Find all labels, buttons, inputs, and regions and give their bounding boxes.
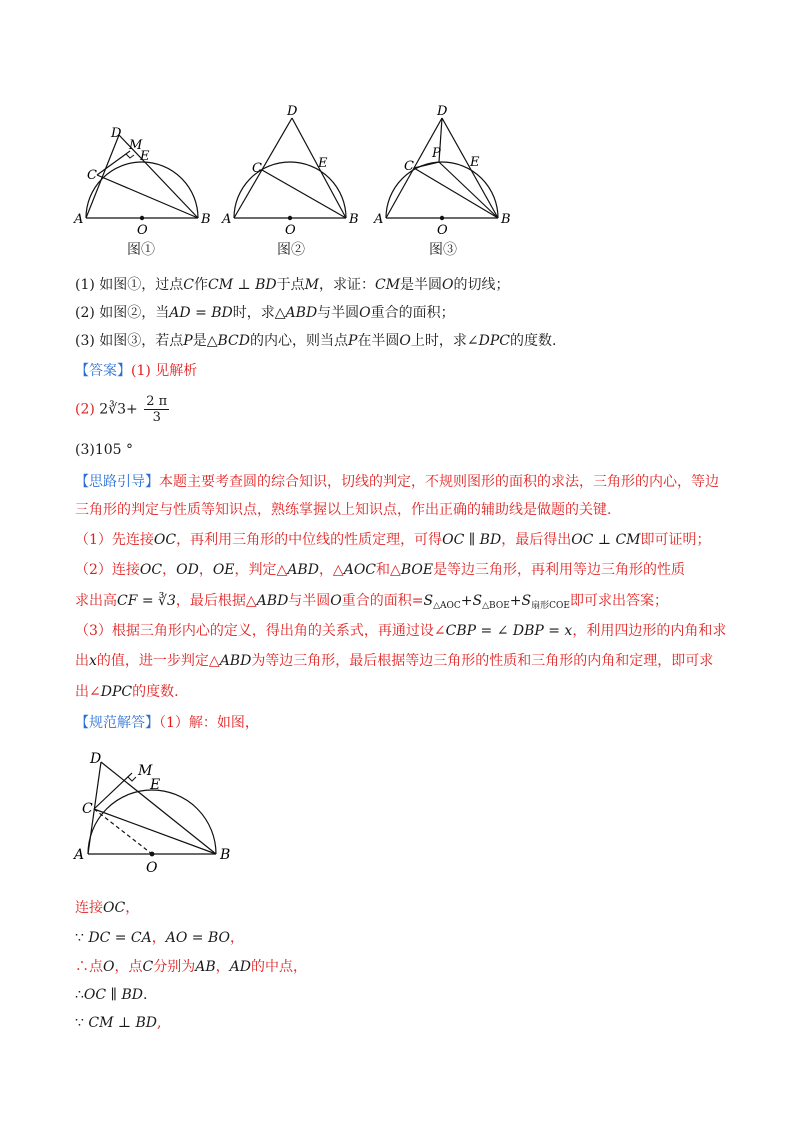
label-M: M <box>129 138 143 153</box>
analysis-step-1: （1）先连接OC，再利用三角形的中位线的性质定理，可得OC ∥ BD，最后得出OC ⊥ CM即可证明； <box>75 532 711 548</box>
label-E: E <box>470 155 480 170</box>
label-P: P <box>432 146 441 161</box>
label-A: A <box>374 212 384 227</box>
label-B: B <box>501 212 511 227</box>
solution-line-4: ∴OC ∥ BD. <box>75 987 148 1003</box>
label-C: C <box>82 801 93 817</box>
label-O: O <box>437 223 448 238</box>
label-M: M <box>138 763 153 779</box>
solution-line-2: ∵ DC = CA，AO = BO， <box>75 930 244 946</box>
label-O: O <box>146 860 158 876</box>
label-D: D <box>437 104 448 119</box>
label-A: A <box>222 212 232 227</box>
question-1: (1) 如图①，过点C作CM ⊥ BD于点M，求证：CM是半圆O的切线； <box>75 277 510 293</box>
analysis-step-3c: 出∠DPC的度数. <box>75 684 179 700</box>
answer-line-2: (2) 2∛3+ $\frac{2 \pi}{3}$ <box>75 394 168 425</box>
label-A: A <box>74 212 84 227</box>
solution-line-1: 连接OC， <box>75 900 140 916</box>
label-C: C <box>252 161 262 176</box>
label-A: A <box>74 847 85 863</box>
analysis-step-3: （3）根据三角形内心的定义，得出角的关系式，再通过设∠CBP = ∠ DBP = x，利用四边形的内角和求 <box>75 623 727 639</box>
answer-line-3: (3)105 ° <box>75 442 134 458</box>
analysis-step-2b: 求出高CF = ∛3，最后根据△ABD与半圆O重合的面积$=S_{\triangle AOC}+S_{\triangle BOE}+S_{扇形COE}$即可求出答案； <box>75 593 668 611</box>
label-C: C <box>87 168 97 183</box>
question-3: (3) 如图③，若点P是△BCD的内心，则当点P在半圆O上时，求∠DPC的度数. <box>75 333 557 349</box>
analysis-tag: 【思路引导】 <box>75 474 159 490</box>
analysis-line-2: 三角形的判定与性质等知识点，熟练掌握以上知识点，作出正确的辅助线是做题的关键. <box>75 502 612 518</box>
figure-2-caption: 图② <box>277 242 305 258</box>
figure-3-caption: 图③ <box>429 242 457 258</box>
analysis-line-1: 【思路引导】本题主要考查圆的综合知识，切线的判定，不规则图形的面积的求法，三角形的内心，等边 <box>75 474 719 490</box>
label-B: B <box>220 847 231 863</box>
solution-line-3: ∴点O，点C分别为AB，AD的中点， <box>75 959 307 975</box>
answer-tag: 【答案】 <box>75 363 131 379</box>
label-O: O <box>137 223 148 238</box>
label-D: D <box>111 126 122 141</box>
label-D: D <box>90 751 102 767</box>
solution-line-5: ∵ CM ⊥ BD, <box>75 1015 162 1031</box>
solution-tag: 【规范解答】 <box>75 715 159 731</box>
solution-figure <box>60 745 260 880</box>
label-B: B <box>201 212 211 227</box>
label-D: D <box>287 104 298 119</box>
label-E: E <box>150 777 161 793</box>
figure-1-caption: 图① <box>127 242 155 258</box>
solution-heading: 【规范解答】（1）解：如图， <box>75 715 259 731</box>
label-E: E <box>140 149 150 164</box>
label-C: C <box>404 159 414 174</box>
question-2: (2) 如图②，当AD = BD时，求△ABD与半圆O重合的面积； <box>75 305 455 321</box>
answer-line-1: 【答案】(1) 见解析 <box>75 363 198 379</box>
label-E: E <box>318 156 328 171</box>
analysis-step-2: （2）连接OC，OD，OE，判定△ABD，△AOC和△BOE是等边三角形，再利用等边三角形的性质 <box>75 562 686 578</box>
label-B: B <box>349 212 359 227</box>
analysis-step-3b: 出x的值，进一步判定△ABD为等边三角形，最后根据等边三角形的性质和三角形的内角和定理，即可求 <box>75 653 714 669</box>
label-O: O <box>285 223 296 238</box>
